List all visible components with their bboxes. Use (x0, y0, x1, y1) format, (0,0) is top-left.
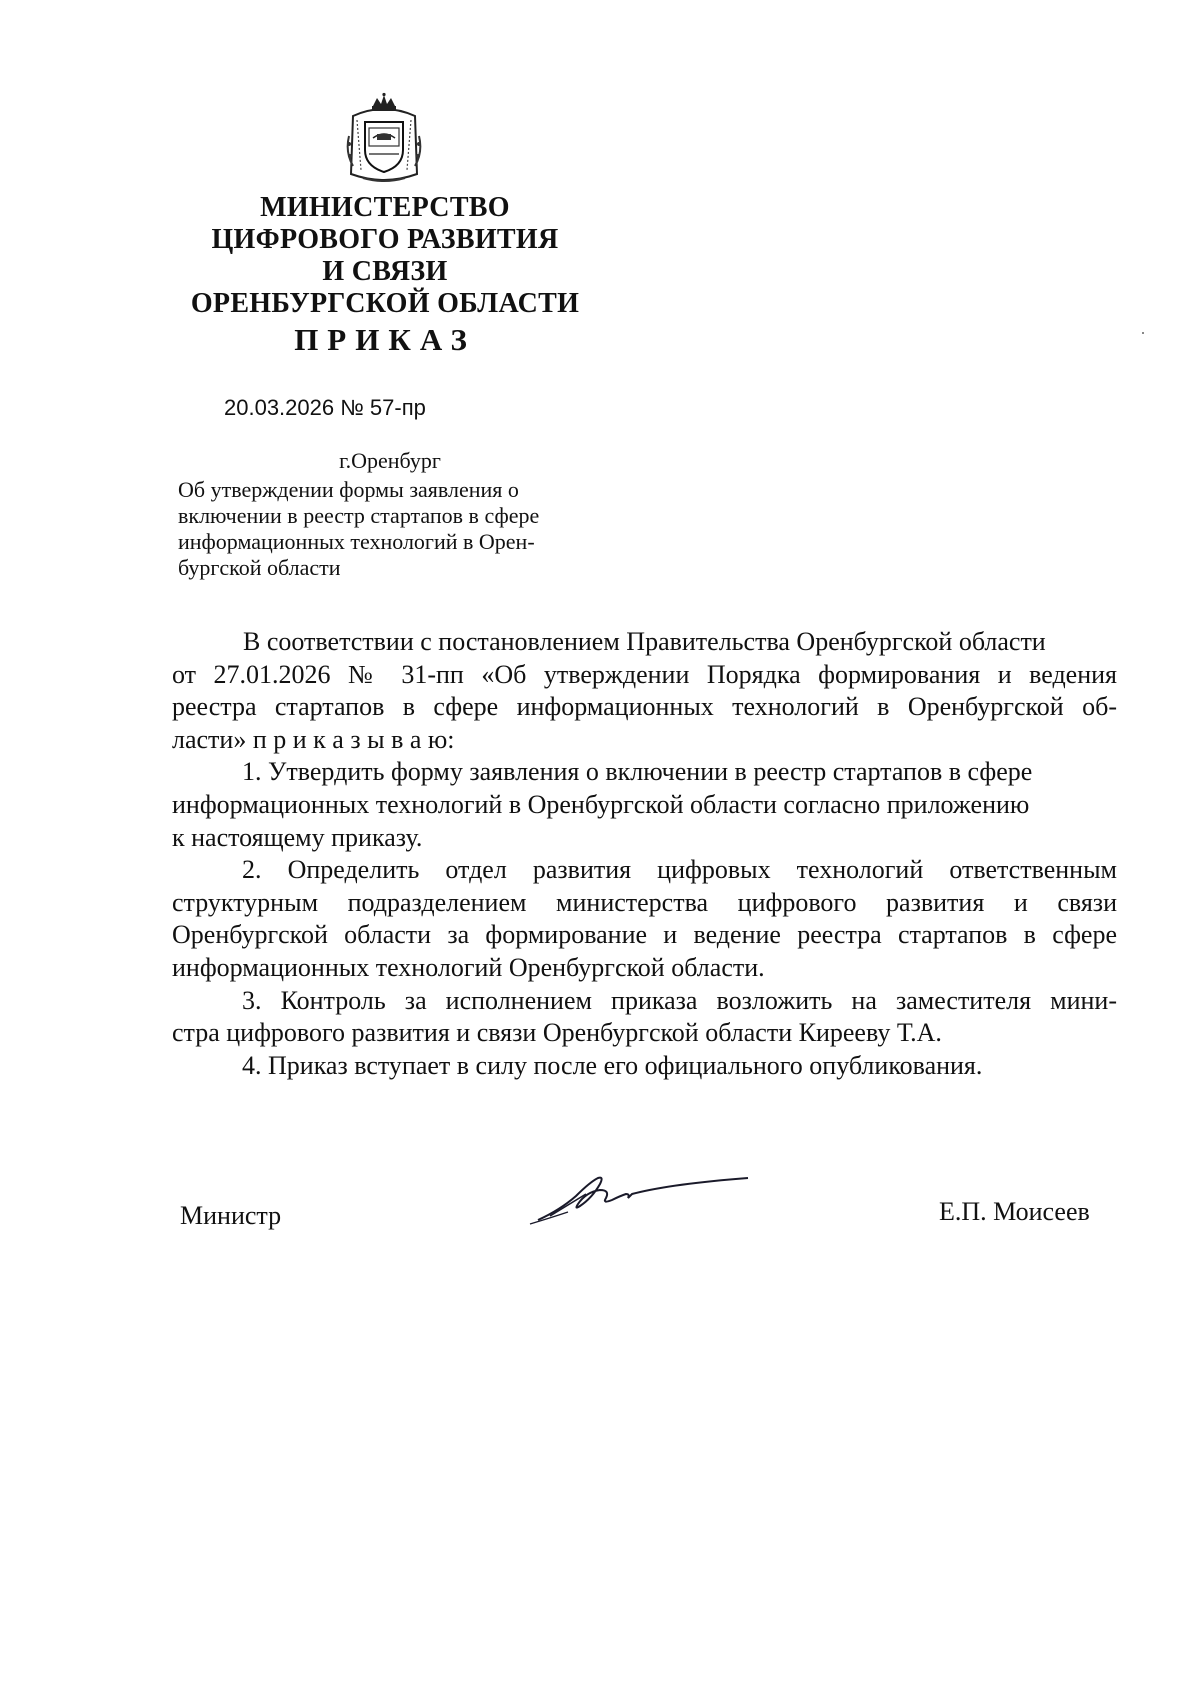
signatory-name: Е.П. Моисеев (939, 1197, 1090, 1226)
document-body (172, 626, 1117, 1082)
body-line: 2. Определить отдел развития цифровых технологий ответственным (242, 855, 1117, 885)
body-line: ласти» п р и к а з ы в а ю: (172, 724, 455, 754)
signatory-title: Министр (180, 1201, 282, 1230)
scan-artifact (1142, 332, 1144, 334)
body-line: от 27.01.2026 № 31-пп «Об утверждении Порядка формирования и ведения (172, 659, 1117, 689)
ministry-header (170, 192, 600, 320)
document-type-title: ПРИКАЗ (294, 322, 476, 357)
subject-line: бургской области (178, 555, 341, 580)
body-line: В соответствии с постановлением Правительства Оренбургской области (243, 627, 1046, 656)
body-line: реестра стартапов в сфере информационных технологий в Оренбургской об- (172, 692, 1117, 722)
document-date-number: 20.03.2026 № 57-пр (224, 395, 426, 420)
subject-line: информационных технологий в Орен- (178, 529, 535, 554)
document-subject (178, 477, 598, 581)
body-line: информационных технологий в Оренбургской области согласно приложению (172, 789, 1030, 819)
body-line: информационных технологий Оренбургской области. (172, 952, 765, 982)
body-line: структурным подразделением министерства цифрового развития и связи (172, 887, 1117, 917)
handwritten-signature (520, 1160, 750, 1230)
ministry-name-line-4: ОРЕНБУРГСКОЙ ОБЛАСТИ (190, 288, 580, 319)
coat-of-arms-icon (343, 92, 425, 186)
body-line: 1. Утвердить форму заявления о включении в реестр стартапов в сфере (242, 757, 1033, 787)
body-line: стра цифрового развития и связи Оренбургской области Кирееву Т.А. (172, 1018, 942, 1048)
subject-line: Об утверждении формы заявления о (178, 477, 519, 502)
ministry-name-line-3: И СВЯЗИ (322, 256, 448, 287)
body-line: к настоящему приказу. (172, 822, 423, 852)
ministry-name-line-2: ЦИФРОВОГО РАЗВИТИЯ (211, 224, 559, 255)
ministry-name-line-1: МИНИСТЕРСТВО (260, 192, 510, 223)
body-line: 4. Приказ вступает в силу после его официального опубликования. (242, 1050, 983, 1080)
body-line: Оренбургской области за формирование и ведение реестра стартапов в сфере (172, 920, 1117, 950)
body-line: 3. Контроль за исполнением приказа возложить на заместителя мини- (242, 985, 1117, 1015)
subject-line: включении в реестр стартапов в сфере (178, 503, 540, 528)
document-city: г.Оренбург (339, 448, 441, 473)
